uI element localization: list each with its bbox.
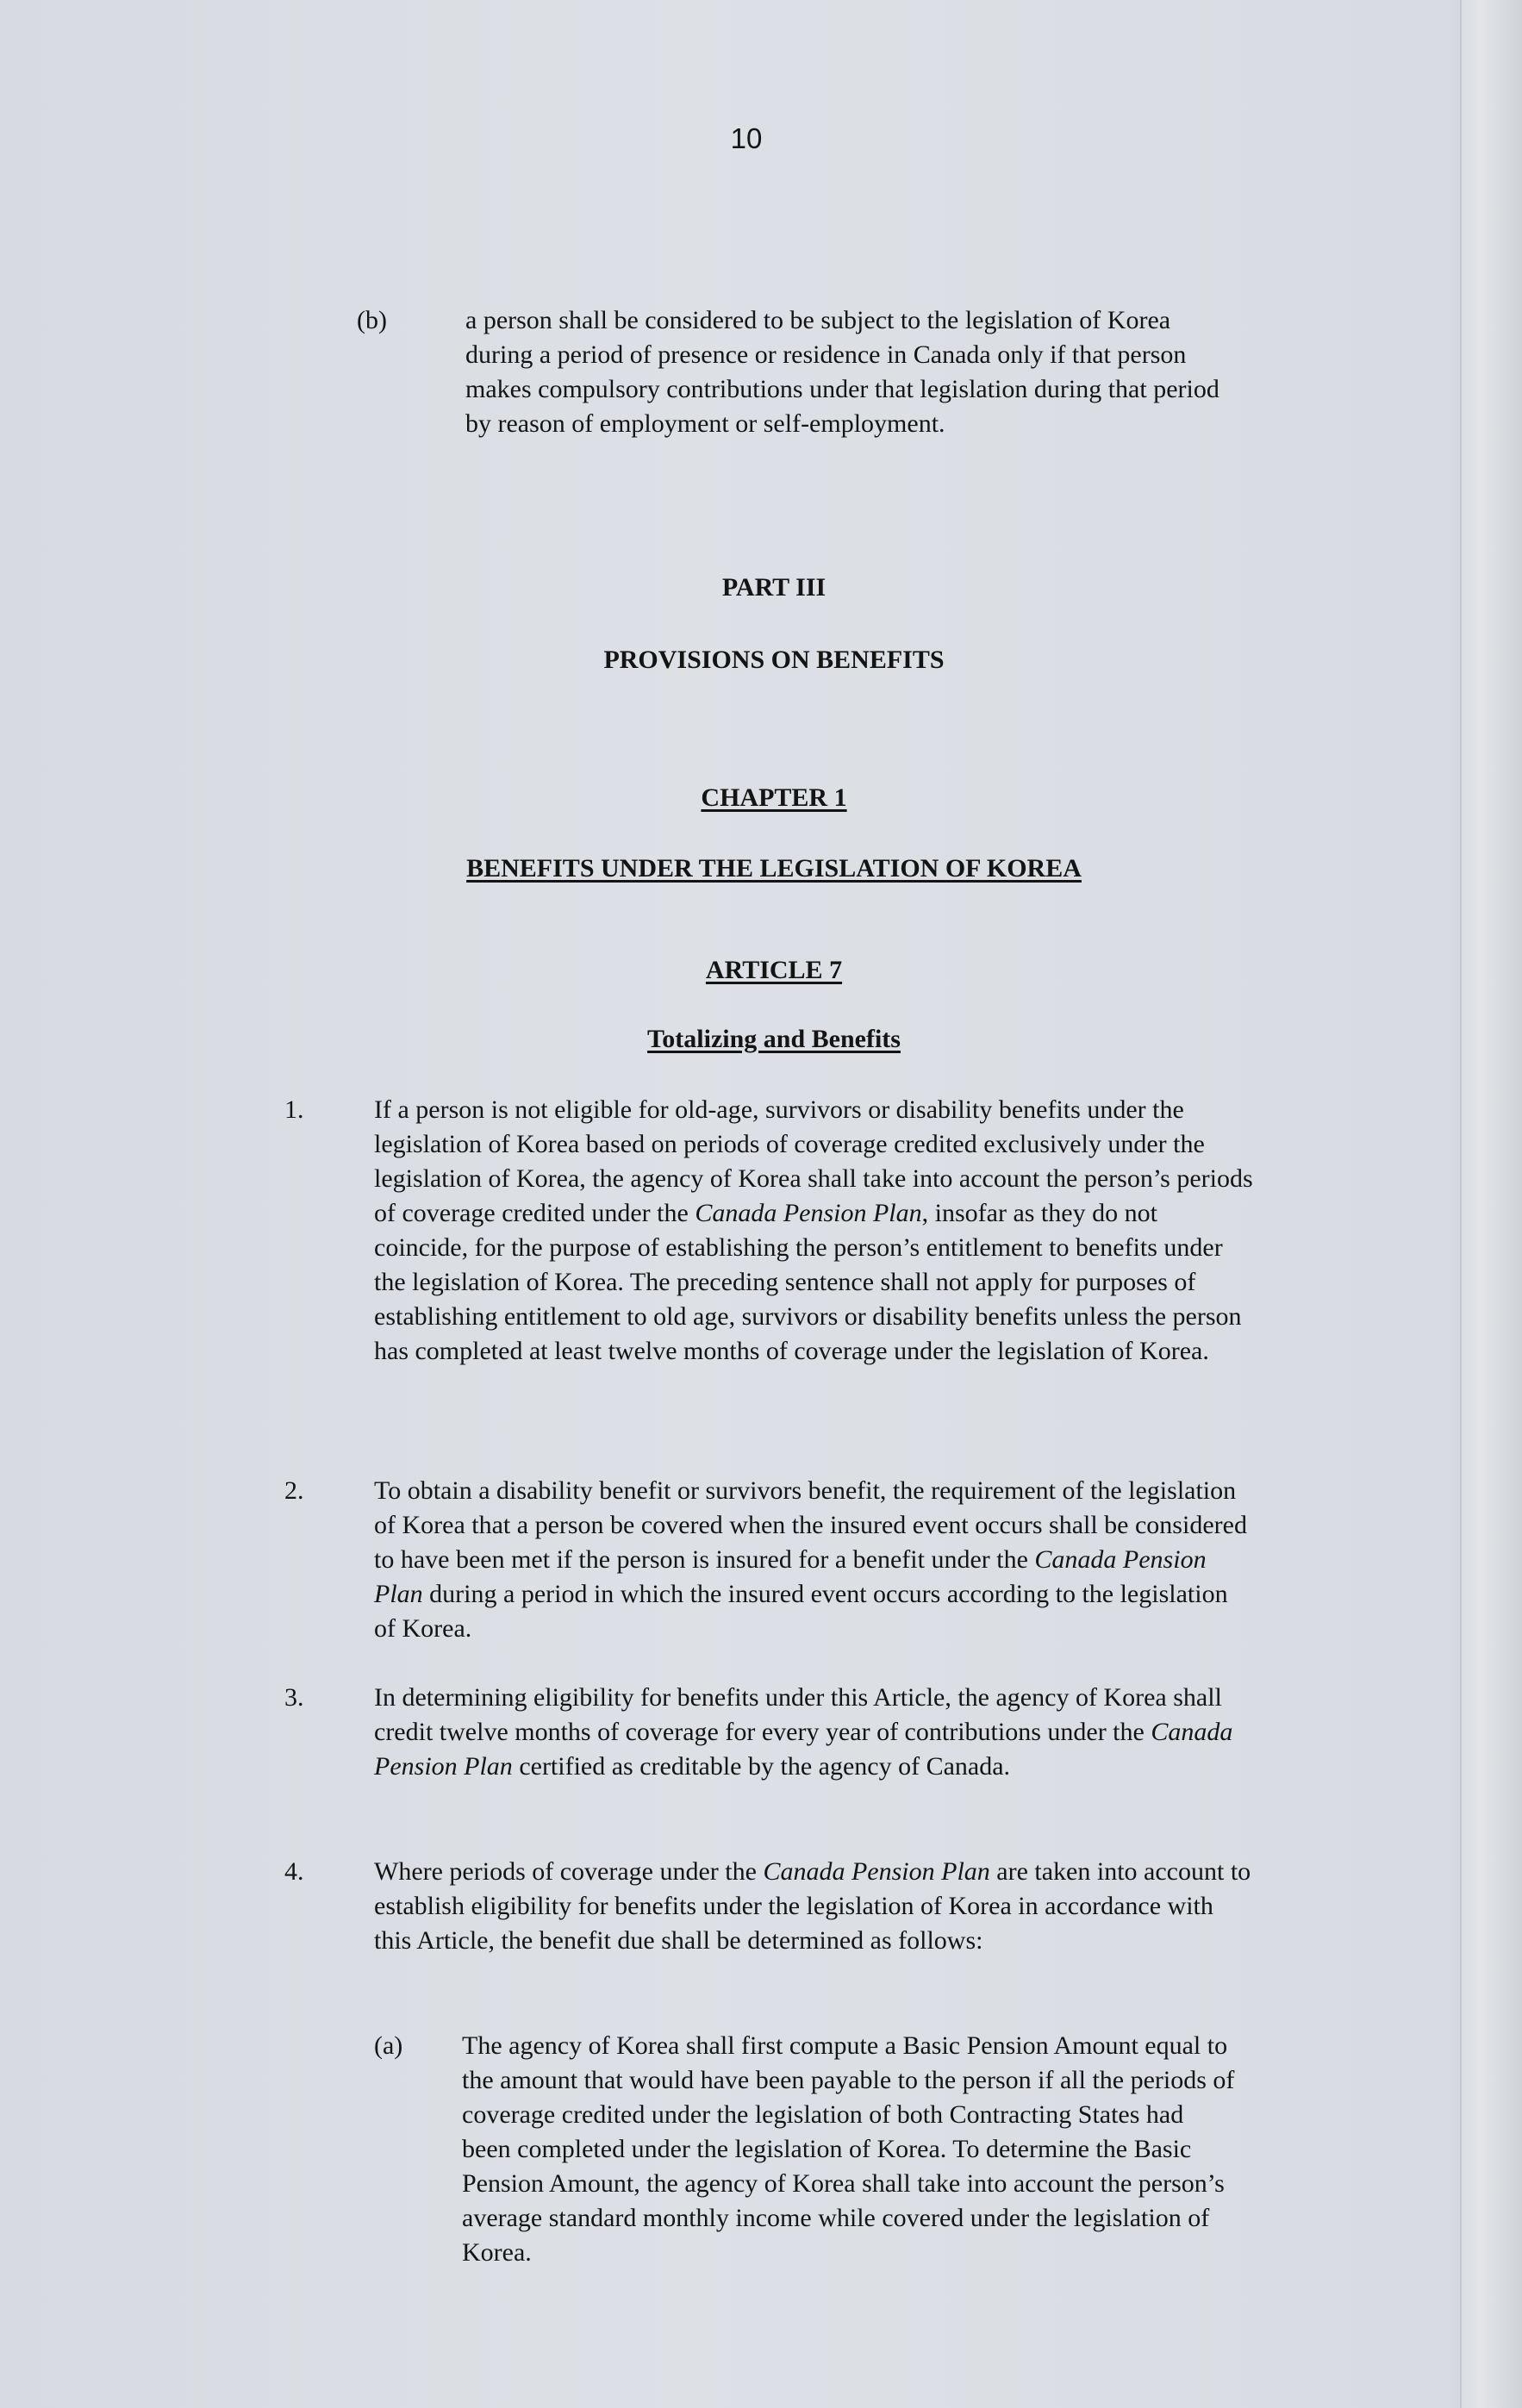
paragraph-3-number: 3. [284,1683,304,1712]
paragraph-4-number: 4. [284,1857,304,1886]
chapter-title: BENEFITS UNDER THE LEGISLATION OF KOREA [466,854,1082,883]
page-edge [1460,0,1522,2408]
paragraph-1: If a person is not eligible for old-age, survivors or disability benefits under the legislation of Korea based on periods of coverage credited exclusively under the legislation of Korea, the agency of Korea shall take into account the person’s periods of coverage credited under the Canada Pension Plan, insofar as they do not coincide, for the purpose of establishing the person’s entitlement to benefits under the legislation of Korea. The preceding sentence shall not apply for purposes of establishing entitlement to old age, survivors or disability benefits unless the person has completed at least twelve months of coverage under the legislation of Korea. [374,1095,1253,1365]
part-title: PROVISIONS ON BENEFITS [603,646,945,674]
item-a-text: The agency of Korea shall first compute a Basic Pension Amount equal to the amount that would have been payable to the person if all the periods of coverage credited under the legislation of both Contracting States had been completed under the legislation of Korea. To determine the Basic Pension Amount, the agency of Korea shall take into account the person’s average standard monthly income while covered under the legislation of Korea. [462,2031,1235,2267]
paragraph-2-number: 2. [284,1476,304,1505]
chapter-heading: CHAPTER 1 [701,783,847,812]
part-heading: PART III [721,573,826,602]
paragraph-4: Where periods of coverage under the Canada Pension Plan are taken into account to establish eligibility for benefits under the legislation of Korea in accordance with this Article, the benefit due shall be determined as follows: [374,1857,1251,1955]
item-b-marker: (b) [357,306,387,334]
article-heading: ARTICLE 7 [705,956,843,984]
page-number: 10 [730,122,763,154]
paragraph-2: To obtain a disability benefit or survivors benefit, the requirement of the legislation of Korea that a person be covered when the insured event occurs shall be considered to have been met if the person is insured for a benefit under the Canada Pension Plan during a period in which the insured event occurs according to the legislation of Korea. [374,1476,1247,1643]
paragraph-3: In determining eligibility for benefits under this Article, the agency of Korea shall credit twelve months of coverage for every year of contributions under the Canada Pension Plan certified as creditable by the agency of Canada. [374,1683,1233,1781]
item-b-text: a person shall be considered to be subject to the legislation of Korea during a period of presence or residence in Canada only if that person makes compulsory contributions under that legislation during that period by reason of employment or self-employment. [465,306,1219,438]
item-a-marker: (a) [374,2031,403,2060]
paragraph-1-number: 1. [284,1095,304,1124]
article-title: Totalizing and Benefits [647,1025,901,1053]
